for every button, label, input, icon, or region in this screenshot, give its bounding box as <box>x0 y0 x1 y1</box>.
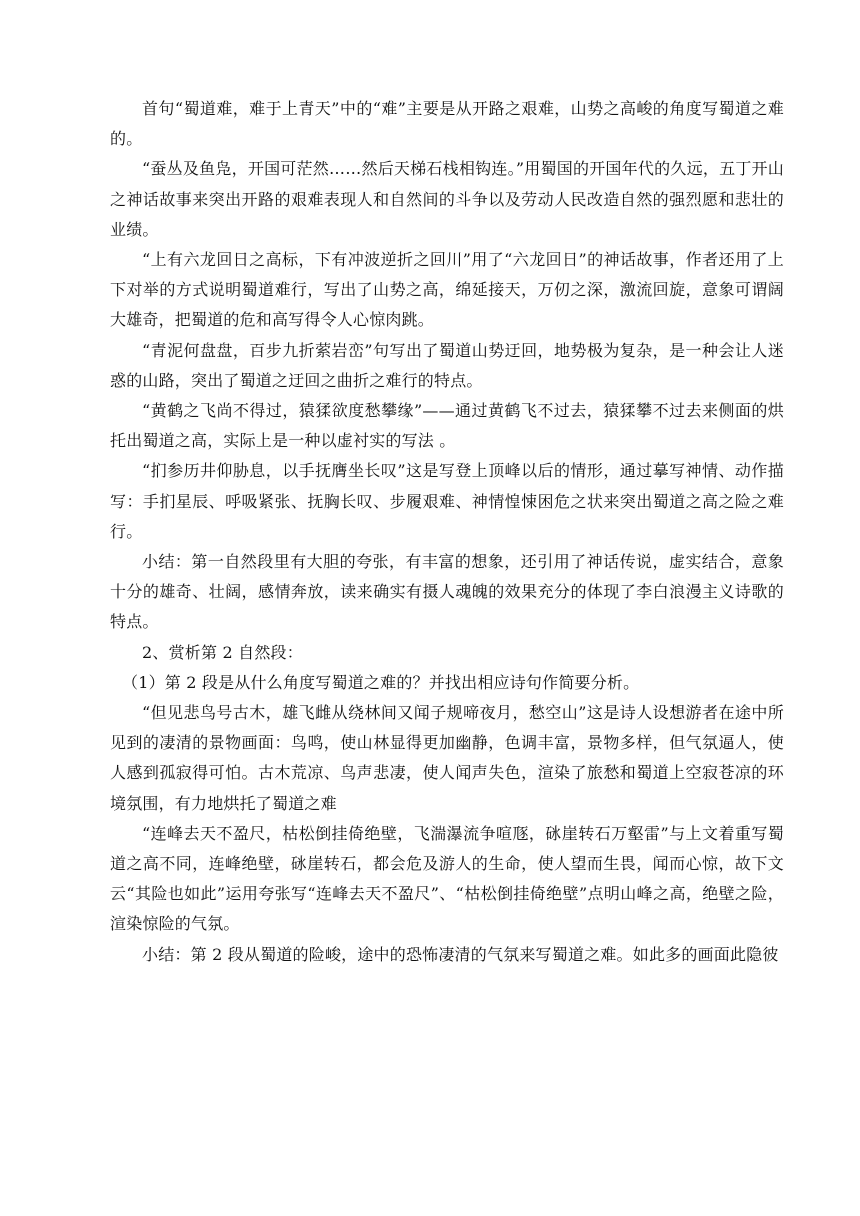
paragraph-beiniao: “但见悲鸟号古木，雄飞雌从绕林间又闻子规啼夜月，愁空山”这是诗人设想游者在途中所见到的凄清的景物画面：鸟鸣，使山林显得更加幽静，色调丰富，景物多样，但气氛逼人，使人感到孤寂得可怕。古木荒凉、鸟声悲凄，使人闻声失色，渲染了旅愁和蜀道上空寂苍凉的环境氛围，有力地烘托了蜀道之难 <box>110 703 784 813</box>
paragraph-huanghe: “黄鹤之飞尚不得过，猿猱欲度愁攀缘”——通过黄鹤飞不过去，猿猱攀不过去来侧面的烘托出蜀道之高，实际上是一种以虚衬实的写法 。 <box>110 401 784 451</box>
paragraph-mencan: “扪参历井仰胁息，以手抚膺坐长叹”这是写登上顶峰以后的情形，通过摹写神情、动作描写：手扪星辰、呼吸紧张、抚胸长叹、步履艰难、神情惶悚困危之状来突出蜀道之高之险之难行。 <box>110 461 784 541</box>
paragraph-summary-1: 小结：第一自然段里有大胆的夸张，有丰富的想象，还引用了神话传说，虚实结合，意象十分的雄奇、壮阔，感情奔放，读来确实有摄人魂魄的效果充分的体现了李白浪漫主义诗歌的特点。 <box>110 552 784 632</box>
question-1: （1）第 2 段是从什么角度写蜀道之难的？并找出相应诗句作简要分析。 <box>122 672 640 692</box>
section-heading-2: 2、赏析第 2 自然段： <box>142 642 303 662</box>
paragraph-liulong: “上有六龙回日之高标，下有冲波逆折之回川”用了“六龙回日”的神话故事，作者还用了上下对举的方式说明蜀道难行，写出了山势之高，绵延接天，万仞之深，激流回旋，意象可谓阔大雄奇，把蜀道的危和高写得令人心惊肉跳。 <box>110 250 784 330</box>
paragraph-cancong: “蚕丛及鱼凫，开国可茫然……然后天梯石栈相钩连。”用蜀国的开国年代的久远，五丁开山之神话故事来突出开路的艰难表现人和自然间的斗争以及劳动人民改造自然的强烈愿和悲壮的业绩。 <box>110 159 784 239</box>
paragraph-opening-line: 首句“蜀道难，难于上青天”中的“难”主要是从开路之艰难，山势之高峻的角度写蜀道之难的。 <box>110 99 784 149</box>
document-page <box>110 94 784 970</box>
paragraph-summary-2: 小结：第 2 段从蜀道的险峻，途中的恐怖凄清的气氛来写蜀道之难。如此多的画面此隐彼 <box>142 944 779 964</box>
paragraph-lianfeng: “连峰去天不盈尺，枯松倒挂倚绝壁，飞湍瀑流争喧豗，砯崖转石万壑雷”与上文着重写蜀道之高不同，连峰绝壁，砯崖转石，都会危及游人的生命，使人望而生畏，闻而心惊，故下文云“其险也如此”运用夸张写“连峰去天不盈尺”、“枯松倒挂倚绝壁”点明山峰之高，绝壁之险，渲染惊险的气氛。 <box>110 823 784 934</box>
paragraph-qingni: “青泥何盘盘，百步九折萦岩峦”句写出了蜀道山势迂回，地势极为复杂，是一种会让人迷惑的山路，突出了蜀道之迂回之曲折之难行的特点。 <box>110 340 784 390</box>
